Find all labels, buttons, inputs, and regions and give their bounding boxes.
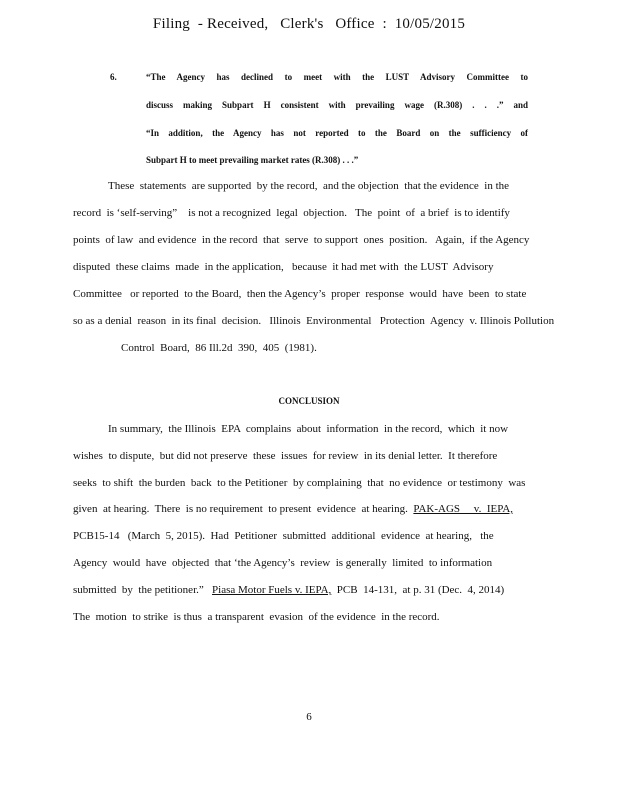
quote-line: “The Agency has declined to meet with the LUST Advisory Committee to: [146, 72, 528, 82]
body-text-line: wishes to dispute, but did not preserve these issues for review in its denial letter. It therefore: [73, 450, 498, 462]
body-text-line: PCB15-14 (March 5, 2015). Had Petitioner submitted additional evidence at hearing, the: [73, 530, 494, 542]
body-text-line: Control Board, 86 Ill.2d 390, 405 (1981).: [121, 342, 317, 354]
body-text-line: so as a denial reason in its final decision. Illinois Environmental Protection Agency v. Illinois Pollution: [73, 315, 555, 327]
body-text-line: [73, 503, 513, 515]
body-text-line: [73, 584, 504, 596]
body-text: submitted by the petitioner.”: [73, 584, 213, 596]
body-text-line: disputed these claims made in the application, because it had met with the LUST Advisory: [73, 261, 494, 273]
case-citation: PAK-AGS v. IEPA,: [413, 503, 514, 515]
body-text-line: Agency would have objected that ‘the Agency’s review is generally limited to information: [73, 557, 493, 569]
quote-line: “In addition, the Agency has not reported to the Board on the sufficiency of: [146, 128, 528, 138]
body-text-line: These statements are supported by the record, and the objection that the evidence in the: [108, 180, 510, 192]
body-text: PCB 14-131, at p. 31 (Dec. 4, 2014): [331, 584, 505, 596]
body-text: given at hearing. There is no requirement to present evidence at hearing.: [73, 503, 414, 515]
case-citation: Piasa Motor Fuels v. IEPA,: [212, 584, 332, 596]
item-number: 6.: [110, 72, 117, 82]
body-text-line: points of law and evidence in the record that serve to support ones position. Again, if the Agency: [73, 234, 530, 246]
quote-line: Subpart H to meet prevailing market rates (R.308) . . .”: [146, 155, 359, 165]
body-text-line: The motion to strike is thus a transparent evasion of the evidence in the record.: [73, 611, 440, 623]
body-text-line: record is ‘self-serving” is not a recognized legal objection. The point of a brief is to identify: [73, 207, 510, 219]
page-number: 6: [306, 711, 312, 723]
body-text-line: In summary, the Illinois EPA complains about information in the record, which it now: [108, 423, 509, 435]
quote-line: discuss making Subpart H consistent with prevailing wage (R.308) . . .” and: [146, 100, 528, 110]
body-text-line: Committee or reported to the Board, then the Agency’s proper response would have been to state: [73, 288, 527, 300]
body-text-line: seeks to shift the burden back to the Petitioner by complaining that no evidence or testimony was: [73, 477, 526, 489]
section-heading: CONCLUSION: [278, 396, 340, 406]
filing-header: Filing - Received, Clerk's Office : 10/05/2015: [152, 16, 466, 32]
